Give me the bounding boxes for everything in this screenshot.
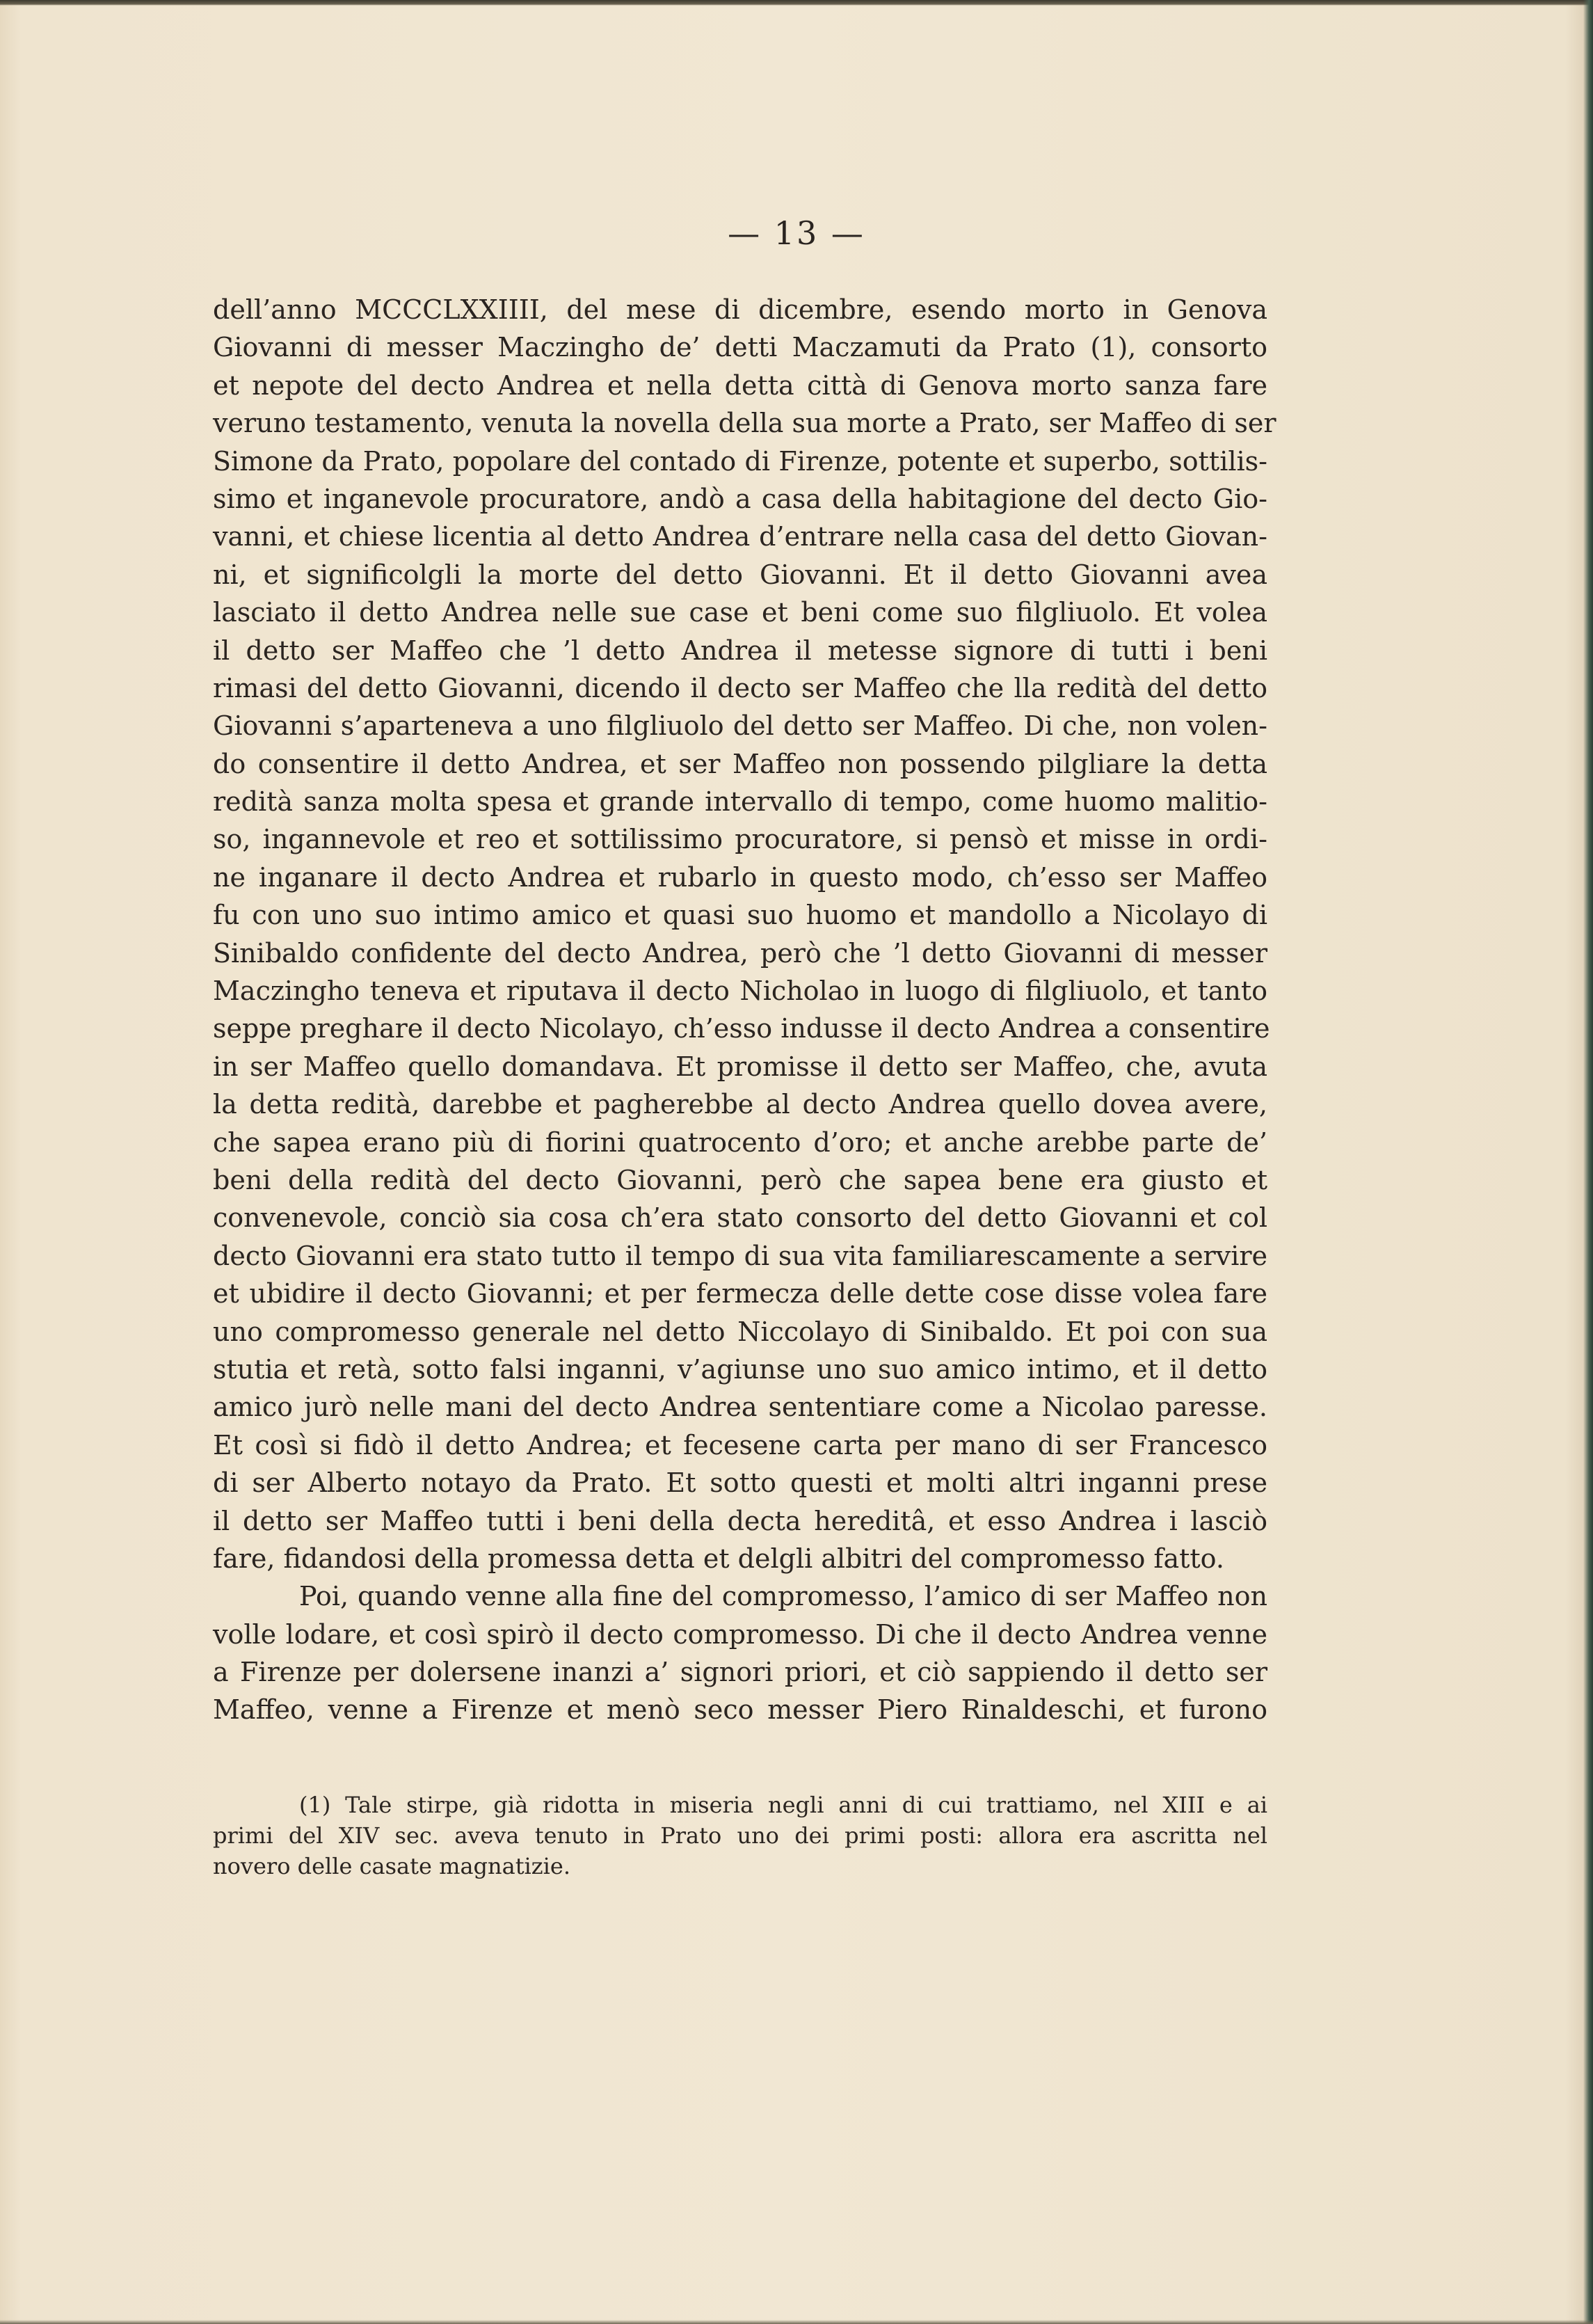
text-line: Giovanni di messer Maczingho de’ detti Maczamuti da Prato (1), consorto [213,332,1267,363]
main-text-block [213,291,1276,1729]
footnote-line: novero delle casate magnatizie. [213,1853,570,1879]
text-line: ne inganare il decto Andrea et rubarlo in questo modo, ch’esso ser Maffeo [213,861,1267,893]
footnote-line: primi del XIV sec. aveva tenuto in Prato uno dei primi posti: allora era ascritta nel [213,1822,1267,1849]
text-line: fu con uno suo intimo amico et quasi suo huomo et mandollo a Nicolayo di [213,900,1267,931]
text-line: di ser Alberto notayo da Prato. Et sotto questi et molti altri inganni prese [213,1467,1267,1499]
text-line: il detto ser Maffeo tutti i beni della decta hereditâ, et esso Andrea i lasciò [213,1505,1267,1536]
text-line: veruno testamento, venuta la novella della sua morte a Prato, ser Maffeo di ser [213,408,1276,439]
text-line: lasciato il detto Andrea nelle sue case et beni come suo filgliuolo. Et volea [213,597,1267,628]
text-line: beni della redità del decto Giovanni, però che sapea bene era giusto et [213,1164,1267,1195]
text-line: a Firenze per dolersene inanzi a’ signori priori, et ciò sappiendo il detto ser [213,1657,1267,1688]
text-line: Giovanni s’aparteneva a uno filgliuolo del detto ser Maffeo. Di che, non volen- [213,710,1267,742]
page-number: — 13 — [728,214,865,252]
text-line: amico jurò nelle mani del decto Andrea sententiare come a Nicolao paresse. [213,1392,1267,1423]
text-line: et nepote del decto Andrea et nella detta città di Genova morto sanza fare [213,369,1267,401]
text-line: Maczingho teneva et riputava il decto Nicholao in luogo di filgliuolo, et tanto [213,976,1267,1007]
text-line: volle lodare, et così spirò il decto compromesso. Di che il decto Andrea venne [213,1618,1267,1650]
page-bottom-edge [0,2320,1593,2324]
footnote-block [213,1790,1267,1881]
text-line: simo et inganevole procuratore, andò a casa della habitagione del decto Gio- [213,483,1267,514]
text-line: redità sanza molta spesa et grande intervallo di tempo, come huomo malitio- [213,786,1267,818]
text-line: et ubidire il decto Giovanni; et per fermecza delle dette cose disse volea fare [213,1278,1267,1310]
text-line: la detta redità, darebbe et pagherebbe al decto Andrea quello dovea avere, [213,1089,1267,1120]
page-top-edge [0,0,1593,6]
text-line: che sapea erano più di fiorini quatrocento d’oro; et anche arebbe parte de’ [213,1127,1267,1158]
text-line: Simone da Prato, popolare del contado di Firenze, potente et superbo, sottilis- [213,445,1267,477]
text-line: rimasi del detto Giovanni, dicendo il decto ser Maffeo che lla redità del detto [213,672,1267,703]
text-line: dell’anno MCCCLXXIIII, del mese di dicembre, esendo morto in Genova [213,294,1267,325]
text-line: il detto ser Maffeo che ’l detto Andrea il metesse signore di tutti i beni [213,635,1267,666]
text-line: in ser Maffeo quello domandava. Et promisse il detto ser Maffeo, che, avuta [213,1051,1267,1082]
text-line: decto Giovanni era stato tutto il tempo di sua vita familiarescamente a servire [213,1240,1267,1271]
text-line: seppe preghare il decto Nicolayo, ch’esso indusse il decto Andrea a consentire [213,1013,1270,1044]
footnote-line: (1) Tale stirpe, già ridotta in miseria negli anni di cui trattiamo, nel XIII e ai [299,1792,1267,1818]
text-line: so, ingannevole et reo et sottilissimo procuratore, si pensò et misse in ordi- [213,824,1267,855]
page-binding-edge [1583,0,1593,2324]
text-line: stutia et retà, sotto falsi inganni, v’agiunse uno suo amico intimo, et il detto [213,1353,1267,1385]
text-line: vanni, et chiese licentia al detto Andrea d’entrare nella casa del detto Giovan- [213,521,1267,552]
paragraph-end-line: fare, fidandosi della promessa detta et delgli albitri del compromesso fatto. [213,1543,1224,1574]
paragraph-start-line: Poi, quando venne alla fine del compromesso, l’amico di ser Maffeo non [299,1581,1267,1612]
text-line: do consentire il detto Andrea, et ser Maffeo non possendo pilgliare la detta [213,748,1267,779]
text-line: convenevole, conciò sia cosa ch’era stato consorto del detto Giovanni et col [213,1202,1267,1234]
text-line: Sinibaldo confidente del decto Andrea, però che ’l detto Giovanni di messer [213,937,1267,969]
text-line: Maffeo, venne a Firenze et menò seco messer Piero Rinaldeschi, et furono [213,1694,1267,1726]
text-line: ni, et significolgli la morte del detto Giovanni. Et il detto Giovanni avea [213,559,1267,590]
text-line: Et così si fidò il detto Andrea; et fecesene carta per mano di ser Francesco [213,1429,1267,1461]
text-line: uno compromesso generale nel detto Niccolayo di Sinibaldo. Et poi con sua [213,1316,1267,1347]
